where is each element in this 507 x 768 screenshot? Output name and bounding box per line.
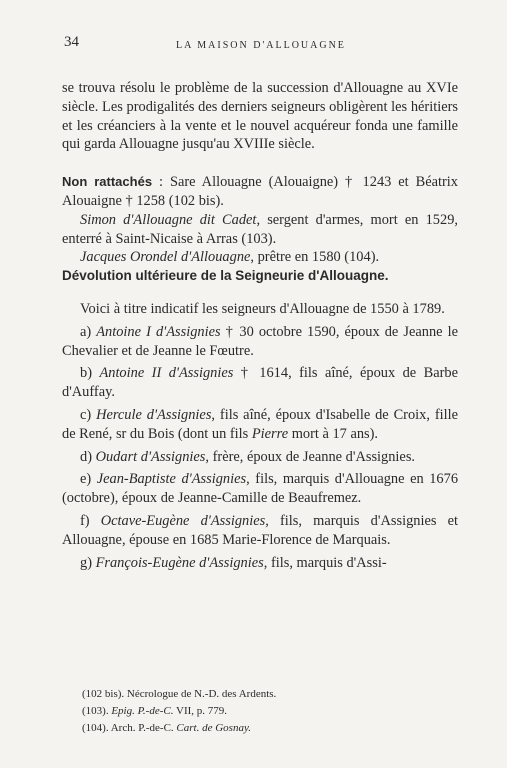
page-body bbox=[62, 79, 458, 572]
item-extra-name: Pierre bbox=[251, 425, 289, 442]
item-letter: c) bbox=[80, 406, 97, 423]
footnote-102bis bbox=[82, 686, 276, 703]
item-name: Antoine II d'Assignies bbox=[99, 365, 234, 382]
item-letter: a) bbox=[80, 323, 97, 340]
item-text: , fils, marquis d'Assignies et Allouagne, épouse en 1685 Marie-Florence de Marquais. bbox=[62, 512, 458, 548]
item-extra-text: mort à 17 ans). bbox=[288, 425, 379, 442]
item-name: Oudart d'Assignies bbox=[95, 448, 206, 465]
section-heading: Dévolution ultérieure de la Seigneurie d'Allouagne. bbox=[62, 268, 389, 284]
footnote-text: VII, p. 779. bbox=[173, 705, 228, 717]
jacques-name: Jacques Orondel d'Allouagne bbox=[80, 249, 251, 266]
item-text: , frère, époux de Jeanne d'Assignies. bbox=[205, 448, 416, 465]
footnote-text: Cart. de Gosnay. bbox=[173, 722, 251, 734]
footnote-104 bbox=[82, 720, 276, 737]
item-letter: d) bbox=[80, 448, 96, 465]
footnote-text: Nécrologue de N.-D. des Ardents. bbox=[126, 688, 277, 700]
footnote-source: Arch. P.-de-C. bbox=[110, 722, 174, 734]
simon-paragraph bbox=[62, 211, 458, 249]
non-rattaches-sep: : bbox=[152, 174, 170, 191]
simon-name: Simon d'Allouagne dit Cadet bbox=[80, 211, 257, 228]
item-name: Hercule d'Assignies bbox=[96, 406, 212, 423]
lord-item-g bbox=[62, 554, 458, 573]
item-text: , fils, marquis d'Allouagne en 1676 (octobre), époux de Jeanne-Camille de Beaufremez. bbox=[62, 471, 459, 507]
simon-text: , sergent d'armes, mort en 1529, enterré à Saint-Nicaise à Arras (103). bbox=[62, 211, 458, 247]
intro-paragraph: se trouva résolu le problème de la succession d'Allouagne au XVIe siècle. Les prodigalités des derniers seigneurs obligèrent les héritiers et les créanciers à la vente et le nouvel acquéreur fonda une famille qui garda Allouagne jusqu'au XVIIIe siècle. bbox=[62, 80, 458, 153]
footnote-number: (102 bis). bbox=[82, 688, 127, 700]
lord-item-f bbox=[62, 512, 458, 550]
jacques-paragraph bbox=[62, 248, 458, 267]
lord-item-b bbox=[62, 364, 458, 402]
running-title: LA MAISON D'ALLOUAGNE bbox=[176, 40, 346, 51]
lord-item-d bbox=[62, 448, 458, 467]
non-rattaches-text: Sare Allouagne (Alouaigne) † 1243 et Béatrix Alouaigne † 1258 (102 bis). bbox=[62, 174, 458, 209]
item-name: François-Eugène d'Assignies bbox=[95, 554, 264, 571]
item-letter: g) bbox=[80, 554, 96, 571]
lord-item-e bbox=[62, 470, 458, 508]
footnote-103 bbox=[82, 703, 276, 720]
page-number: 34 bbox=[64, 34, 79, 50]
non-rattaches-label: Non rattachés bbox=[62, 174, 153, 190]
footnotes bbox=[82, 686, 276, 737]
jacques-text: , prêtre en 1580 (104). bbox=[250, 249, 380, 266]
footnote-number: (104). bbox=[82, 722, 111, 734]
item-text: † 1614, fils aîné, époux de Barbe d'Auffay. bbox=[62, 365, 458, 401]
lord-item-a bbox=[62, 323, 458, 361]
item-text: † 30 octobre 1590, époux de Jeanne le Chevalier et de Jeanne le Fœutre. bbox=[62, 323, 458, 359]
item-name: Jean-Baptiste d'Assignies bbox=[96, 471, 247, 488]
non-rattaches-paragraph bbox=[62, 173, 458, 211]
item-name: Antoine I d'Assignies bbox=[96, 323, 221, 340]
devolution-intro: Voici à titre indicatif les seigneurs d'Allouagne de 1550 à 1789. bbox=[80, 300, 445, 317]
footnote-source: Epig. P.-de-C. bbox=[111, 705, 174, 717]
item-letter: b) bbox=[80, 365, 100, 382]
item-text: , fils, marquis d'Assi- bbox=[263, 554, 387, 571]
item-letter: f) bbox=[80, 512, 101, 529]
footnote-number: (103). bbox=[82, 705, 112, 717]
item-letter: e) bbox=[80, 471, 97, 488]
item-text: , fils aîné, époux d'Isabelle de Croix, fille de René, sr du Bois (dont un fils bbox=[62, 406, 458, 442]
item-name: Octave-Eugène d'Assignies bbox=[100, 512, 266, 529]
lord-item-c bbox=[62, 406, 458, 444]
